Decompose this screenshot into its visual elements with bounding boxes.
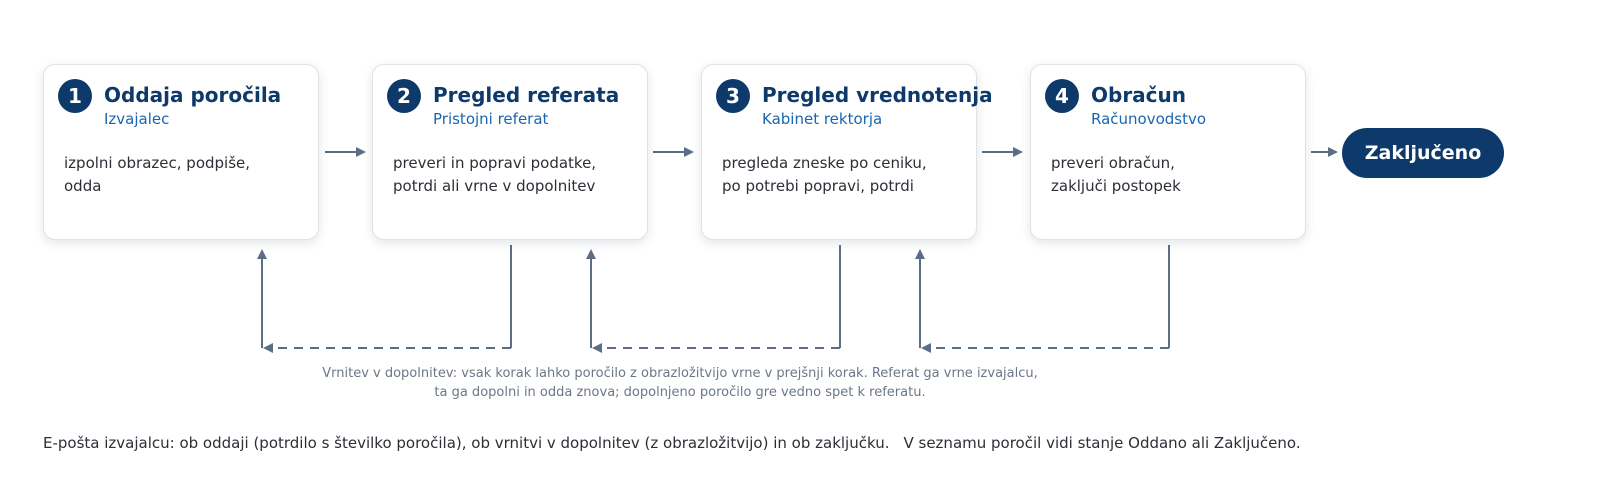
end-state-pill: Zaključeno — [1342, 128, 1504, 178]
step-card-4 — [1030, 64, 1306, 240]
email-notification-note: E-pošta izvajalcu: ob oddaji (potrdilo s številko poročila), ob vrnitvi v dopolnitev (z obrazložitvijo) in ob zaključku. — [43, 434, 890, 452]
step-role: Kabinet rektorja — [762, 110, 883, 128]
footer-note — [43, 434, 1301, 452]
step-number-badge: 2 — [387, 79, 421, 113]
step-description-line: preveri obračun, — [1051, 154, 1175, 172]
step-card-1 — [43, 64, 319, 240]
step-description — [1051, 152, 1296, 198]
step-title: Oddaja poročila — [104, 83, 282, 107]
step-title: Pregled vrednotenja — [762, 83, 993, 107]
return-loop-note — [240, 364, 1120, 402]
step-description-line: zaključi postopek — [1051, 177, 1181, 195]
step-description — [393, 152, 638, 198]
step-number-badge: 1 — [58, 79, 92, 113]
step-description-line: pregleda zneske po ceniku, — [722, 154, 927, 172]
return-loop-step4-to-step3 — [920, 245, 1169, 348]
return-loop-note-line: ta ga dopolni in odda znova; dopolnjeno poročilo gre vedno spet k referatu. — [434, 385, 926, 400]
step-number-badge: 3 — [716, 79, 750, 113]
step-role: Izvajalec — [104, 110, 170, 128]
return-loop-note-line: Vrnitev v dopolnitev: vsak korak lahko poročilo z obrazložitvijo vrne v prejšnji korak. Referat ga vrne izvajalcu, — [322, 366, 1038, 381]
step-number-badge: 4 — [1045, 79, 1079, 113]
step-description-line: po potrebi popravi, potrdi — [722, 177, 914, 195]
step-description-line: odda — [64, 177, 102, 195]
step-description-line: izpolni obrazec, podpiše, — [64, 154, 251, 172]
step-description-line: potrdi ali vrne v dopolnitev — [393, 177, 596, 195]
step-description — [722, 152, 967, 198]
return-loop-step3-to-step2 — [591, 245, 840, 348]
step-description-line: preveri in popravi podatke, — [393, 154, 597, 172]
step-role: Računovodstvo — [1091, 110, 1207, 128]
step-description — [64, 152, 309, 198]
step-role: Pristojni referat — [433, 110, 549, 128]
step-card-3 — [701, 64, 993, 240]
step-title: Pregled referata — [433, 83, 620, 107]
status-visibility-note: V seznamu poročil vidi stanje Oddano ali Zaključeno. — [903, 434, 1301, 452]
step-title: Obračun — [1091, 83, 1187, 107]
return-loop-step2-to-step1 — [262, 245, 511, 348]
step-card-2 — [372, 64, 648, 240]
